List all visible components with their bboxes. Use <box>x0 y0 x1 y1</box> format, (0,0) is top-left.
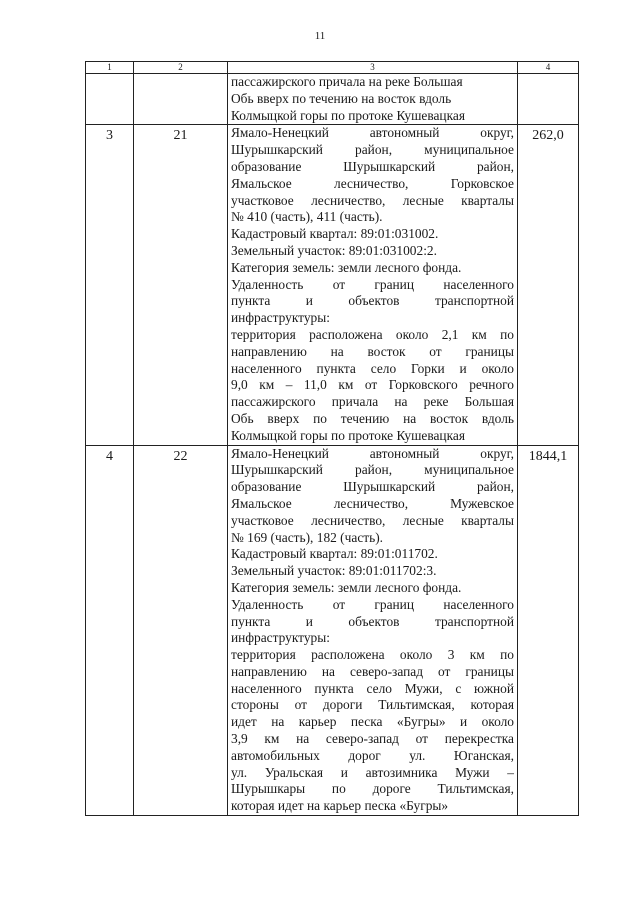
description-line: № 169 (часть), 182 (часть). <box>231 529 384 545</box>
description-line: Шурышкарский район, муниципальное <box>231 142 514 158</box>
description-line: территория расположена около 3 км по <box>231 647 514 663</box>
description-line: 3,9 км на северо-запад от перекрестка <box>231 731 514 747</box>
description-line: пункта и объектов транспортной <box>231 613 514 629</box>
land-plots-table <box>85 61 579 816</box>
table-row <box>86 445 579 816</box>
description-line: инфраструктуры: <box>231 630 330 646</box>
description-line: Удаленность от границ населенного <box>231 596 514 612</box>
description-line: № 410 (часть), 411 (часть). <box>231 209 383 225</box>
description-line: Земельный участок: 89:01:031002:2. <box>231 242 437 258</box>
description-line: участковое лесничество, лесные кварталы <box>231 512 514 528</box>
description-line: которая идет на карьер песка «Бугры» <box>231 798 449 814</box>
table-body <box>86 74 579 816</box>
area-cell: 1844,1 <box>518 445 579 816</box>
description-line: пассажирского причала на реке Большая <box>231 74 463 89</box>
description-line: Шурышкарский район, муниципальное <box>231 462 514 478</box>
description-line: Земельный участок: 89:01:011702:3. <box>231 563 437 579</box>
description-line: идет на карьер песка «Бугры» и около <box>231 714 514 730</box>
description-line: территория расположена около 2,1 км по <box>231 326 514 342</box>
description-line: направлению на северо-запад от границы <box>231 663 514 679</box>
plot-number-cell <box>134 74 228 125</box>
description-line: Колмыцкой горы по протоке Кушевацкая <box>231 427 465 443</box>
column-header-2: 2 <box>134 62 228 74</box>
description-line: Удаленность от границ населенного <box>231 276 514 292</box>
description-line: стороны от дороги Тильтимская, которая <box>231 697 514 713</box>
table-row <box>86 125 579 445</box>
column-header-3: 3 <box>228 62 518 74</box>
page-number: 11 <box>314 30 326 42</box>
description-line: направлению на восток от границы <box>231 343 514 359</box>
plot-number-cell: 22 <box>134 445 228 816</box>
location-description-cell <box>228 125 518 445</box>
description-line: участковое лесничество, лесные кварталы <box>231 192 514 208</box>
description-line: пункта и объектов транспортной <box>231 293 514 309</box>
column-header-1: 1 <box>86 62 134 74</box>
description-line: Обь вверх по течению на восток вдоль <box>231 410 514 426</box>
area-cell: 262,0 <box>518 125 579 445</box>
description-line: инфраструктуры: <box>231 310 330 326</box>
description-line: Колмыцкой горы по протоке Кушевацкая <box>231 107 465 123</box>
description-line: населенного пункта село Мужи, с южной <box>231 680 514 696</box>
description-line: Шурышкары по дороге Тильтимская, <box>231 781 514 797</box>
description-line: автомобильных дорог ул. Юганская, <box>231 747 514 763</box>
column-numbers-row <box>86 62 579 74</box>
description-line: Обь вверх по течению на восток вдоль <box>231 90 452 106</box>
description-line: Ямало-Ненецкий автономный округ, <box>231 125 514 141</box>
description-line: образование Шурышкарский район, <box>231 479 514 495</box>
description-line: 9,0 км – 11,0 км от Горковского речного <box>231 377 514 393</box>
description-line: Кадастровый квартал: 89:01:011702. <box>231 546 438 562</box>
description-line: Ямало-Ненецкий автономный округ, <box>231 445 514 461</box>
description-line: образование Шурышкарский район, <box>231 158 514 174</box>
description-line: населенного пункта село Горки и около <box>231 360 514 376</box>
description-line: Кадастровый квартал: 89:01:031002. <box>231 226 439 242</box>
description-line: Категория земель: земли лесного фонда. <box>231 579 462 595</box>
description-line: пассажирского причала на реке Большая <box>231 394 514 410</box>
description-line: Ямальское лесничество, Мужевское <box>231 495 514 511</box>
column-header-4: 4 <box>518 62 579 74</box>
description-line: Категория земель: земли лесного фонда. <box>231 259 462 275</box>
area-cell <box>518 74 579 125</box>
location-description-cell <box>228 74 518 125</box>
row-number-cell: 3 <box>86 125 134 445</box>
description-line: Ямальское лесничество, Горковское <box>231 175 514 191</box>
description-line: ул. Уральская и автозимника Мужи – <box>231 764 514 780</box>
row-number-cell: 4 <box>86 445 134 816</box>
row-number-cell <box>86 74 134 125</box>
plot-number-cell: 21 <box>134 125 228 445</box>
location-description-cell <box>228 445 518 816</box>
table-row <box>86 74 579 125</box>
